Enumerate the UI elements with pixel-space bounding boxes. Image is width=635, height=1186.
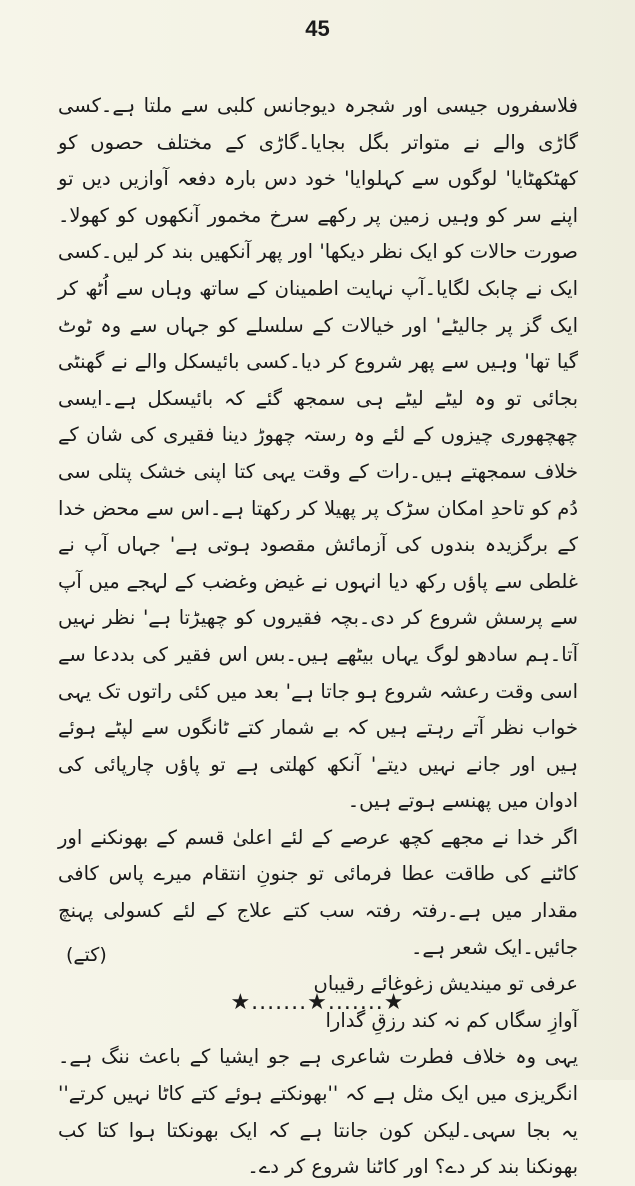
page-number: 45	[305, 16, 330, 41]
signature-label: (کتے)	[66, 944, 107, 966]
verse-line-2: آوازِ سگاں کم نہ کند رزقِ گدارا	[325, 1008, 578, 1032]
verse-line-1: عرفی تو میندیش زغوغائے رقیباں	[313, 972, 578, 996]
closing-paragraph: یہی وہ خلاف فطرت شاعری ہے جو ایشیا کے باعث ننگ ہے۔انگریزی میں ایک مثل ہے کہ ''بھونکتے ہوئے کتے کاٹا نہیں کرتے'' یہ بجا سہی۔لیکن کون جانتا ہے کہ ایک بھونکتا ہوا کتا کب بھونکنا بند کر دے؟ اور کاٹنا شروع کر دے۔	[58, 1045, 578, 1179]
paragraph-1: فلاسفروں جیسی اور شجرہ دیوجانس کلبی سے ملتا ہے۔کسی گاڑی والے نے متواتر بگل بجایا۔گاڑی کے مختلف حصوں کو کھٹکھٹایا' لوگوں سے کہلوایا' خود دس بارہ دفعہ آوازیں دیں تو اپنے سر کو وہیں زمین پر رکھے سرخ مخمور آنکھوں کو کھولا۔صورت حالات کو ایک نظر دیکھا' اور پھر آنکھیں بند کر لیں۔کسی ایک نے چابک لگایا۔آپ نہایت اطمینان کے ساتھ وہاں سے اُٹھ کر ایک گز پر جالیٹے' اور خیالات کے سلسلے کو جہاں سے وہ ٹوٹ گیا تھا' وہیں سے پھر شروع کر دیا۔کسی بائیسکل والے نے گھنٹی بجائی تو وہ لیٹے لیٹے ہی سمجھ گئے کہ بائیسکل ہے۔ایسی چھچھوری چیزوں کے لئے وہ رستہ چھوڑ دینا فقیری کی شان کے خلاف سمجھتے ہیں۔رات کے وقت یہی کتا اپنی خشک پتلی سی دُم کو تاحدِ امکان سڑک پر پھیلا کر رکھتا ہے۔اس سے محض خدا کے برگزیدہ بندوں کی آزمائش مقصود ہوتی ہے' جہاں آپ نے غلطی سے پاؤں رکھ دیا انہوں نے غیض وغضب کے لہجے میں آپ سے پرسش شروع کر دی۔بچہ فقیروں کو چھیڑتا ہے' نظر نہیں آتا۔ہم سادھو لوگ یہاں بیٹھے ہیں۔بس اس فقیر کی بددعا سے اسی وقت رعشہ شروع ہو جاتا ہے' بعد میں کئی راتوں تک یہی خواب نظر آتے رہتے ہیں کہ بے شمار کتے ٹانگوں سے لپٹے ہوئے ہیں اور جانے نہیں دیتے' آنکھ کھلتی ہے تو پاؤں چارپائی کی ادوان میں پھنسے ہوتے ہیں۔	[58, 94, 578, 813]
paragraph-2: اگر خدا نے مجھے کچھ عرصے کے لئے اعلیٰ قسم کے بھونکنے اور کاٹنے کی طاقت عطا فرمائی تو جنونِ انتقام میرے پاس کافی مقدار میں ہے۔رفتہ رفتہ سب کتے علاج کے لئے کسولی پہنچ جائیں۔ایک شعر ہے۔	[58, 825, 578, 959]
end-ornament: ★.......★.......★	[230, 990, 405, 1015]
body-text	[58, 88, 578, 1186]
